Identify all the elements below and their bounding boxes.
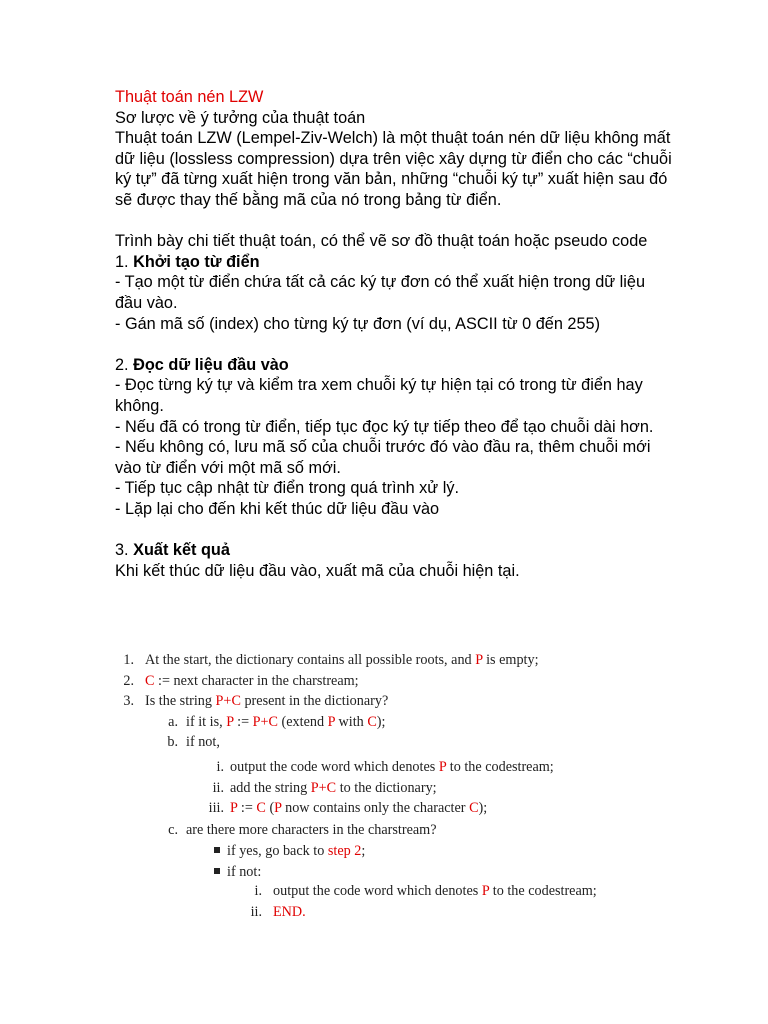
bullet-icon [214,847,220,853]
intro-heading: Sơ lược về ý tưởng của thuật toán [115,108,366,127]
section-2-line: - Lặp lại cho đến khi kết thúc dữ liệu đầu vào [115,499,440,518]
section-1-line: - Tạo một từ điển chứa tất cả các ký tự đơn có thể xuất hiện trong dữ liệu đầu vào. [115,273,646,312]
section-2-heading: 2. Đọc dữ liệu đầu vào [115,355,289,374]
section-2-line: - Nếu đã có trong từ điển, tiếp tục đọc ký tự tiếp theo để tạo chuỗi dài hơn. [115,417,654,436]
section-3-line: Khi kết thúc dữ liệu đầu vào, xuất mã của chuỗi hiện tại. [115,561,520,580]
detail-heading: Trình bày chi tiết thuật toán, có thể vẽ sơ đồ thuật toán hoặc pseudo code [115,232,648,251]
intro-body: Thuật toán LZW (Lempel-Ziv-Welch) là một thuật toán nén dữ liệu không mất dữ liệu (lossless compression) dựa trên việc xây dựng từ điển cho các “chuỗi ký tự” đã từng xuất hiện trong văn bản, những “chuỗi ký tự” xuất hiện sau đó sẽ được thay thế bằng mã của nó trong bảng từ điển. [115,129,672,209]
section-1-line: - Gán mã số (index) cho từng ký tự đơn (ví dụ, ASCII từ 0 đến 255) [115,314,600,333]
section-2-line: - Đọc từng ký tự và kiểm tra xem chuỗi ký tự hiện tại có trong từ điển hay không. [115,376,643,415]
section-1-heading: 1. Khởi tạo từ điển [115,252,260,271]
section-2-line: - Tiếp tục cập nhật từ điển trong quá trình xử lý. [115,479,459,498]
section-2-line: - Nếu không có, lưu mã số của chuỗi trước đó vào đầu ra, thêm chuỗi mới vào từ điển với một mã số mới. [115,438,651,477]
bullet-icon [214,868,220,874]
section-3-heading: 3. Xuất kết quả [115,541,230,560]
document-title: Thuật toán nén LZW [115,88,264,106]
document-text [115,87,675,581]
